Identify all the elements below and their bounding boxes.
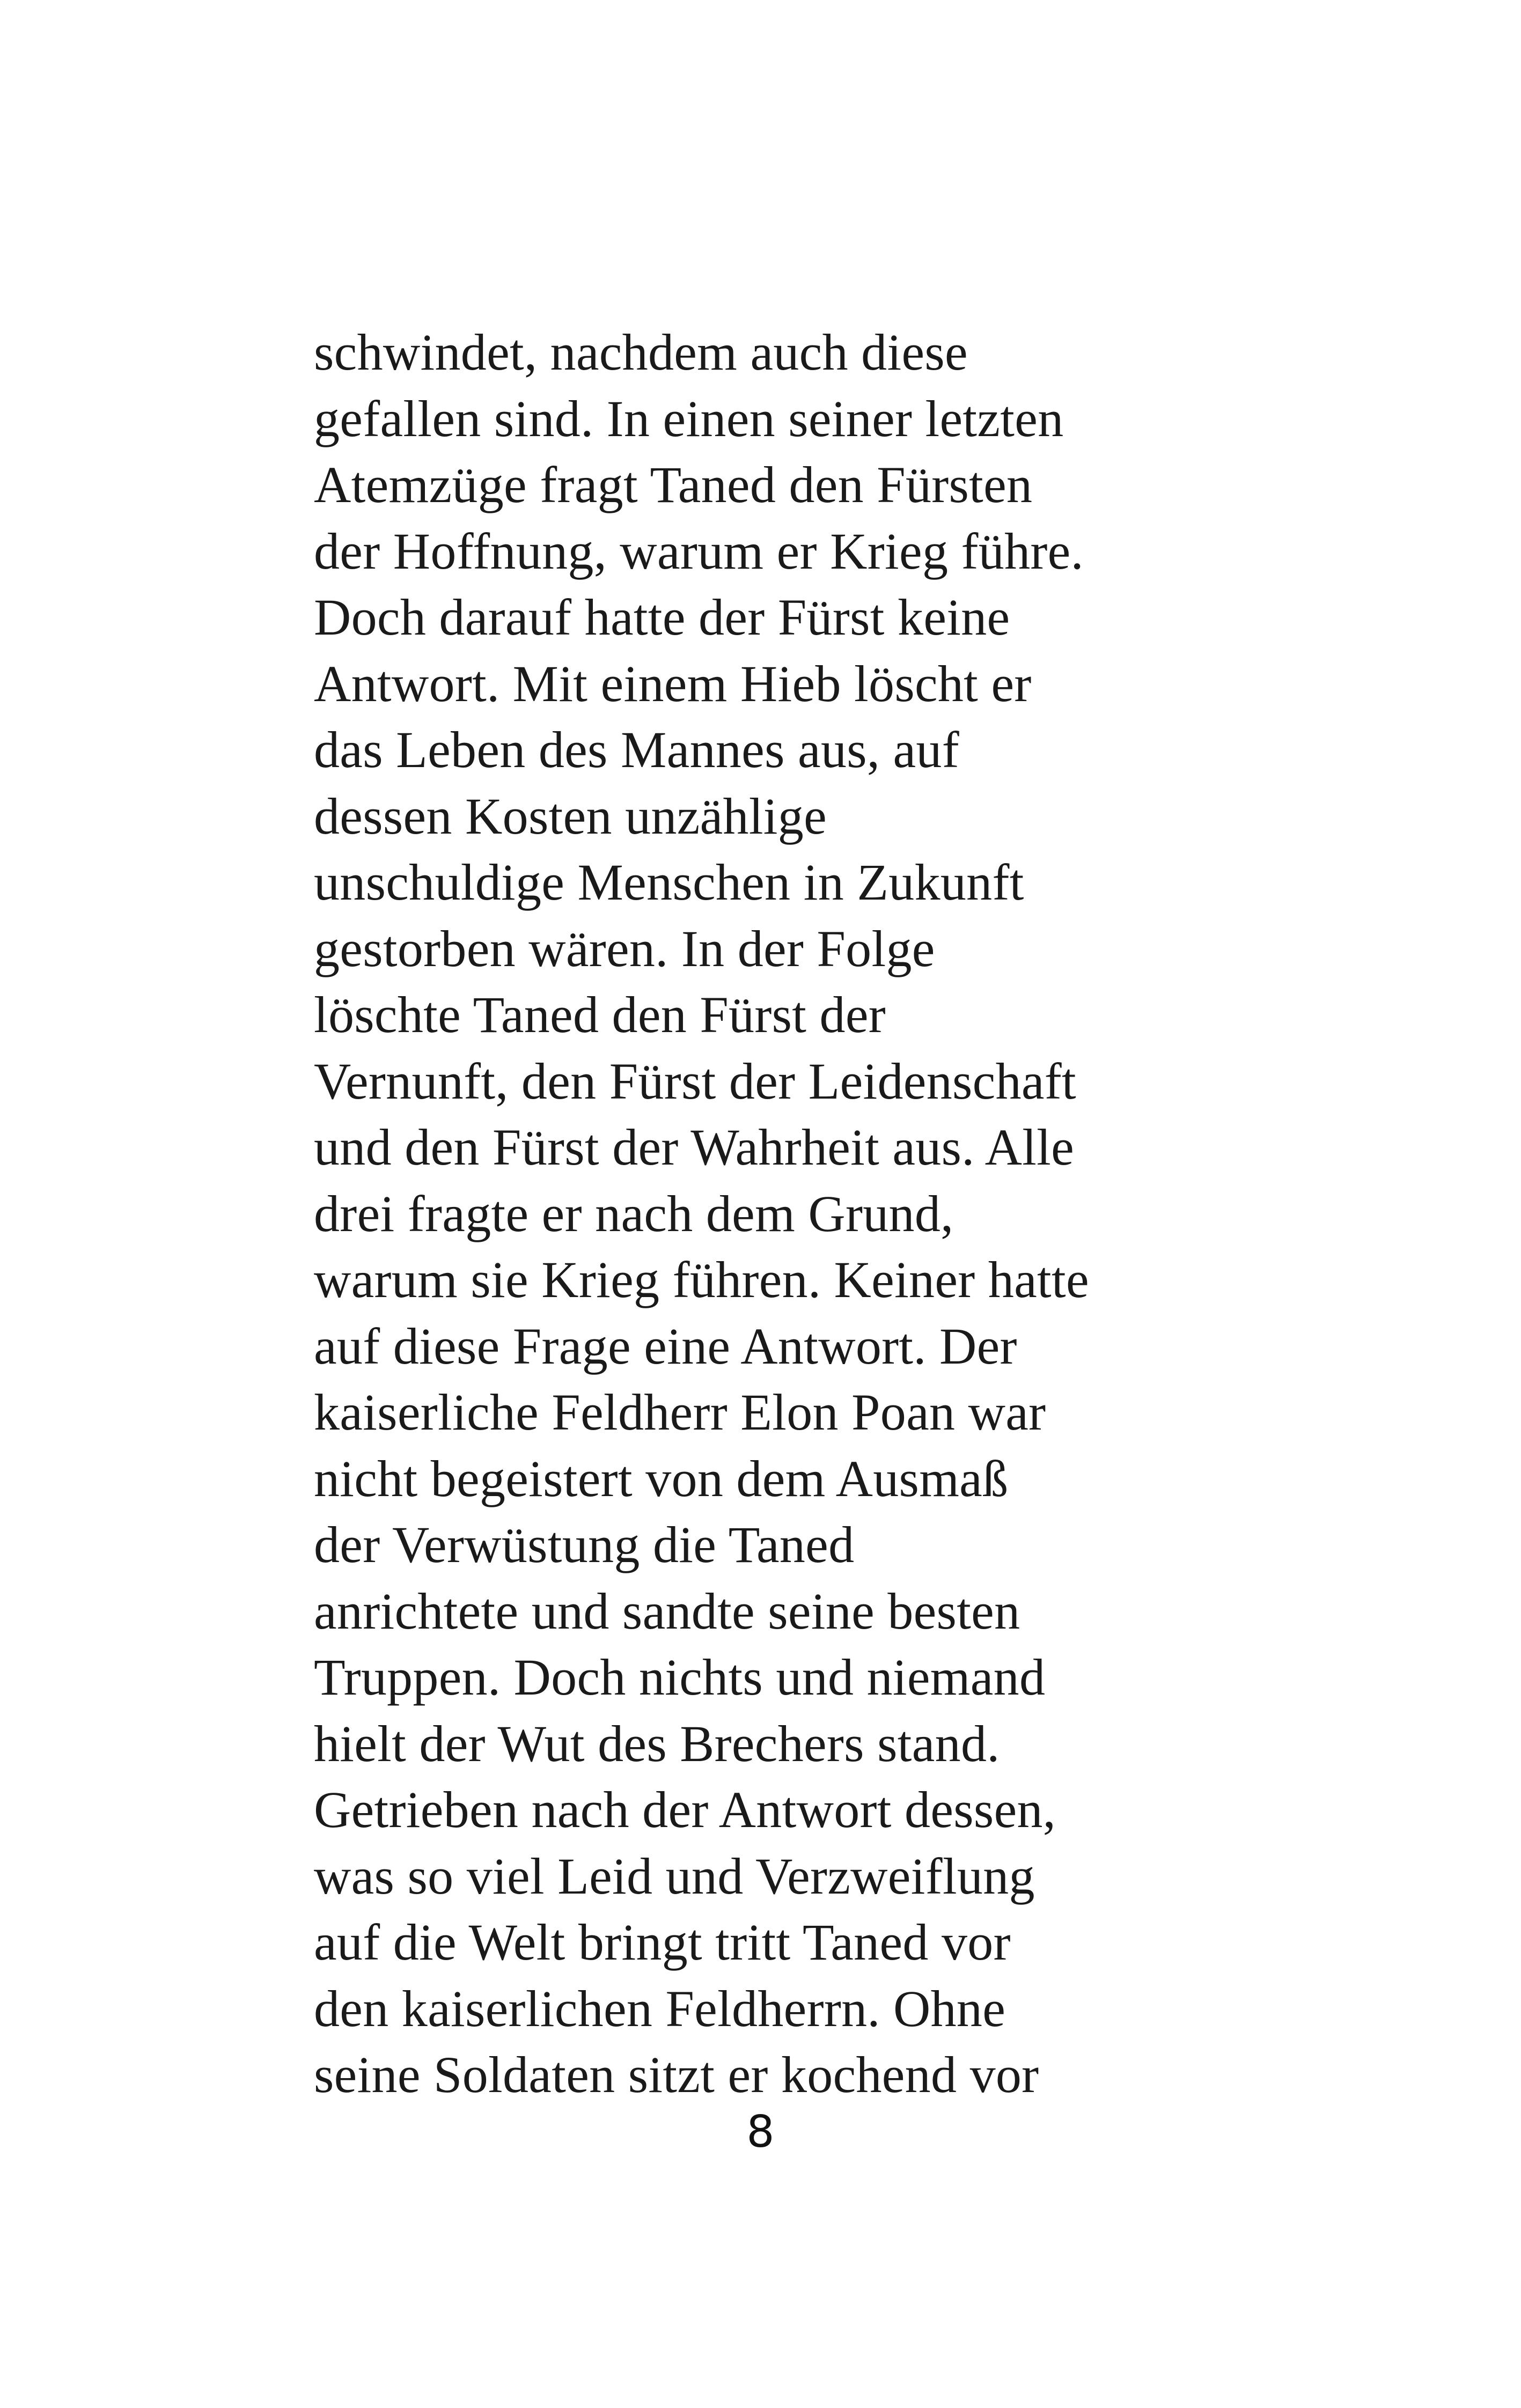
text-line: Vernunft, den Fürst der Leidenschaft [314,1052,1077,1110]
page-number: 8 [746,2107,775,2157]
text-line: Truppen. Doch nichts und niemand [314,1648,1046,1706]
text-line: nicht begeistert von dem Ausmaß [314,1449,1009,1507]
text-line: auf die Welt bringt tritt Taned vor [314,1913,1011,1971]
text-line: und den Fürst der Wahrheit aus. Alle [314,1118,1075,1176]
text-line: der Verwüstung die Taned [314,1516,855,1573]
text-line: Atemzüge fragt Taned den Fürsten [314,456,1033,513]
text-line: drei fragte er nach dem Grund, [314,1184,954,1242]
text-line: auf diese Frage eine Antwort. Der [314,1317,1017,1375]
text-line: gefallen sind. In einen seiner letzten [314,389,1064,447]
text-line: warum sie Krieg führen. Keiner hatte [314,1251,1089,1308]
text-line: dessen Kosten unzählige [314,787,827,845]
text-line: unschuldige Menschen in Zukunft [314,853,1024,911]
text-line: Antwort. Mit einem Hieb löscht er [314,654,1032,712]
text-line: Doch darauf hatte der Fürst keine [314,588,1010,646]
text-line: das Leben des Mannes aus, auf [314,721,959,778]
text-line: kaiserliche Feldherr Elon Poan war [314,1383,1046,1441]
text-line: löschte Taned den Fürst der [314,986,886,1043]
text-line: gestorben wären. In der Folge [314,919,935,977]
text-line: den kaiserlichen Feldherrn. Ohne [314,1979,1006,2037]
text-line: seine Soldaten sitzt er kochend vor [314,2046,1039,2103]
text-line: was so viel Leid und Verzweiflung [314,1847,1035,1905]
text-line: Getrieben nach der Antwort dessen, [314,1781,1056,1838]
text-line: hielt der Wut des Brechers stand. [314,1714,1000,1772]
text-line: anrichtete und sandte seine besten [314,1582,1020,1640]
text-line: schwindet, nachdem auch diese [314,323,968,381]
body-text [314,319,1226,2108]
text-line: der Hoffnung, warum er Krieg führe. [314,522,1084,580]
